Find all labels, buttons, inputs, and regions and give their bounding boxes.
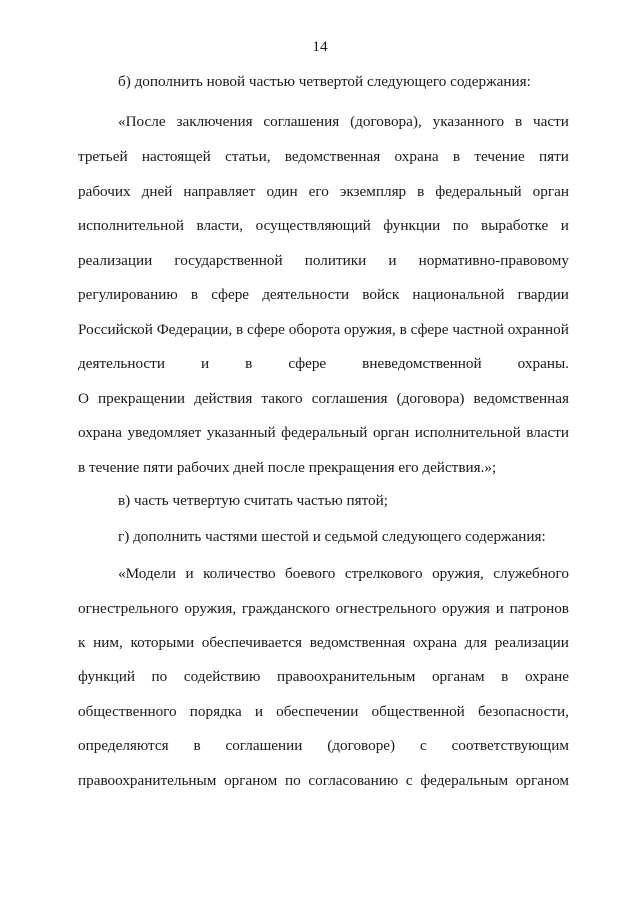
- word: экземпляр: [339, 183, 407, 200]
- word: (договора),: [350, 113, 422, 130]
- text-line: [78, 251, 569, 271]
- word: сфере: [247, 321, 285, 338]
- word: в: [452, 148, 461, 165]
- text-line: [78, 216, 569, 236]
- word: безопасности,: [477, 703, 569, 720]
- word: деятельности: [78, 355, 165, 372]
- word: которыми: [130, 634, 195, 651]
- word: федеральный: [435, 183, 522, 200]
- word: с: [405, 772, 413, 789]
- word: реализации: [78, 252, 153, 269]
- word: выработке: [481, 217, 549, 234]
- word: прекращении: [98, 390, 186, 407]
- text-line: в течение пяти рабочих дней после прекращения его действия.»;: [78, 459, 497, 476]
- word: «Модели: [118, 565, 177, 582]
- word: в: [501, 668, 509, 685]
- word: один: [266, 183, 298, 200]
- word: оружия,: [344, 321, 396, 338]
- word: такого: [261, 390, 303, 407]
- word: в: [193, 737, 201, 754]
- word: регулированию: [78, 286, 178, 303]
- word: политики: [304, 252, 367, 269]
- word: оружия,: [184, 600, 237, 617]
- word: и: [254, 703, 263, 720]
- text-line: [78, 702, 569, 722]
- word: части: [533, 113, 569, 130]
- text-line: [78, 285, 569, 305]
- word: соглашения: [311, 390, 388, 407]
- word: указанного: [432, 113, 505, 130]
- word: исполнительной: [414, 424, 521, 441]
- word: гвардии: [517, 286, 569, 303]
- word: в: [417, 183, 425, 200]
- text-line: [78, 633, 569, 653]
- word: обеспечивается: [201, 634, 303, 651]
- word: в: [245, 355, 253, 372]
- word: гражданского: [241, 600, 330, 617]
- text-line: [78, 771, 569, 791]
- word: в: [515, 113, 523, 130]
- word: служебного: [493, 565, 569, 582]
- word: к: [78, 634, 86, 651]
- word: деятельности: [262, 286, 350, 303]
- word: «После: [118, 113, 166, 130]
- word: исполнительной: [78, 217, 184, 234]
- word: направляет: [183, 183, 256, 200]
- word: по: [284, 772, 301, 789]
- word: и: [200, 355, 210, 372]
- word: сфере: [410, 321, 449, 338]
- word: с: [419, 737, 427, 754]
- word: охраны.: [517, 355, 569, 372]
- word: заключения: [176, 113, 253, 130]
- word: общественной: [371, 703, 465, 720]
- word: власти: [526, 424, 569, 441]
- word: частной: [452, 321, 504, 338]
- word: ведомственная: [473, 390, 569, 407]
- text-line: г) дополнить частями шестой и седьмой следующего содержания:: [118, 528, 546, 545]
- word: пяти: [539, 148, 569, 165]
- word: сфере: [288, 355, 327, 372]
- word: правоохранительным: [78, 772, 217, 789]
- word: количество: [203, 565, 276, 582]
- word: в: [190, 286, 199, 303]
- word: функций: [78, 668, 135, 685]
- word: в: [236, 321, 244, 338]
- word: нормативно-правовому: [418, 252, 569, 269]
- word: действия: [194, 390, 253, 407]
- word: Российской: [78, 321, 153, 338]
- word: соответствующим: [451, 737, 569, 754]
- word: охрана: [78, 424, 123, 441]
- text-line: [118, 564, 569, 584]
- word: соглашения: [263, 113, 340, 130]
- word: ведомственная: [309, 634, 406, 651]
- word: по: [151, 668, 168, 685]
- word: вневедомственной: [362, 355, 482, 372]
- word: сфере: [211, 286, 250, 303]
- word: патронов: [509, 600, 569, 617]
- word: органом: [515, 772, 569, 789]
- page-number: 14: [312, 38, 328, 55]
- word: О: [78, 390, 89, 407]
- word: стрелкового: [344, 565, 423, 582]
- word: по: [452, 217, 469, 234]
- word: его: [308, 183, 329, 200]
- word: и: [495, 600, 504, 617]
- word: государственной: [174, 252, 283, 269]
- word: порядка: [189, 703, 242, 720]
- word: определяются: [78, 737, 169, 754]
- word: оборота: [288, 321, 341, 338]
- word: течение: [474, 148, 525, 165]
- word: национальной: [412, 286, 505, 303]
- word: рабочих: [78, 183, 131, 200]
- word: охране: [524, 668, 569, 685]
- word: статьи,: [225, 148, 271, 165]
- word: уведомляет: [127, 424, 202, 441]
- text-line: [78, 423, 569, 443]
- word: войск: [362, 286, 400, 303]
- word: и: [388, 252, 397, 269]
- word: (договора): [396, 390, 465, 407]
- word: органам: [431, 668, 485, 685]
- text-line: [78, 182, 569, 202]
- word: охранной: [507, 321, 569, 338]
- word: в: [399, 321, 407, 338]
- text-line: [78, 667, 569, 687]
- word: дней: [141, 183, 173, 200]
- word: содействию: [183, 668, 261, 685]
- word: федеральный: [281, 424, 368, 441]
- word: осуществляющий: [255, 217, 371, 234]
- text-line: [78, 389, 569, 409]
- word: настоящей: [141, 148, 211, 165]
- text-line: [78, 354, 569, 374]
- word: общественного: [78, 703, 177, 720]
- word: власти,: [196, 217, 244, 234]
- word: огнестрельного: [78, 600, 179, 617]
- word: согласованию: [308, 772, 399, 789]
- word: и: [185, 565, 194, 582]
- word: охрана: [394, 148, 439, 165]
- word: боевого: [285, 565, 336, 582]
- text-line: [78, 736, 569, 756]
- word: ведомственная: [284, 148, 381, 165]
- word: орган: [372, 424, 410, 441]
- text-line: б) дополнить новой частью четвертой следующего содержания:: [118, 73, 531, 90]
- word: оружия: [442, 600, 490, 617]
- word: реализации: [494, 634, 569, 651]
- word: соглашении: [225, 737, 303, 754]
- word: охрана: [412, 634, 457, 651]
- word: ним,: [93, 634, 123, 651]
- word: правоохранительным: [276, 668, 416, 685]
- word: обеспечении: [276, 703, 359, 720]
- word: орган: [532, 183, 569, 200]
- word: Федерации,: [156, 321, 233, 338]
- word: огнестрельного: [335, 600, 437, 617]
- word: и: [560, 217, 569, 234]
- word: для: [464, 634, 487, 651]
- word: федеральным: [420, 772, 509, 789]
- text-line: в) часть четвертую считать частью пятой;: [118, 492, 388, 509]
- word: третьей: [78, 148, 128, 165]
- word: (договоре): [327, 737, 396, 754]
- text-line: [78, 320, 569, 340]
- word: функции: [383, 217, 441, 234]
- text-line: [78, 147, 569, 167]
- word: органом: [224, 772, 278, 789]
- text-line: [118, 112, 569, 132]
- word: указанный: [206, 424, 276, 441]
- text-line: [78, 599, 569, 619]
- word: оружия,: [432, 565, 484, 582]
